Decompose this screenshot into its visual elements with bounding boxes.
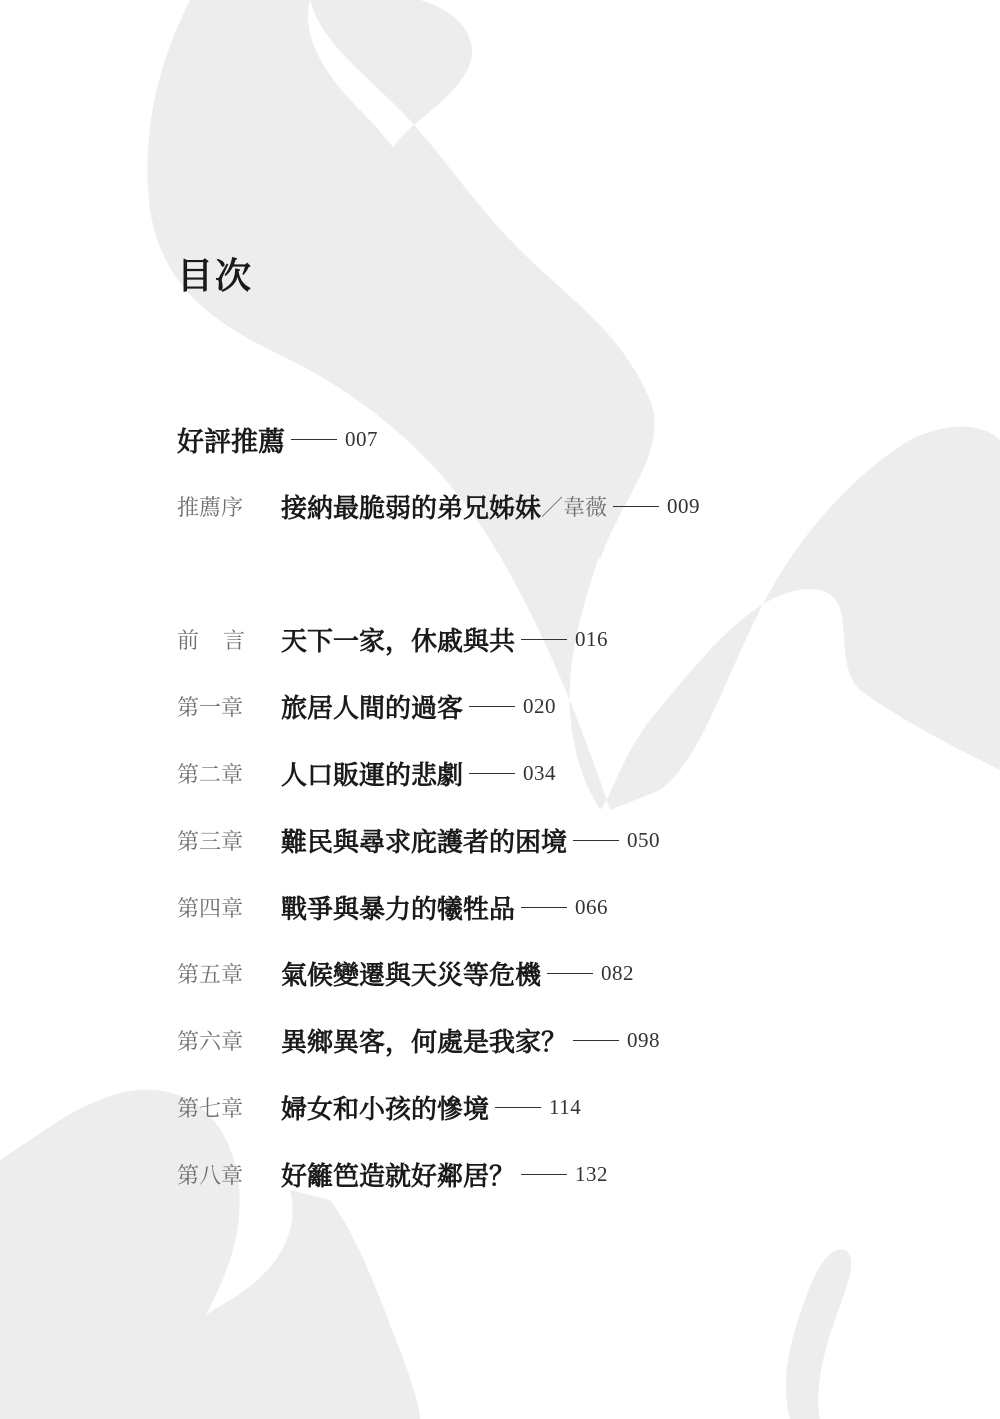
toc-entry-chapter-5[interactable] — [177, 953, 634, 993]
entry-label: 第一章 — [177, 695, 244, 721]
entry-title: 婦女和小孩的慘境 — [281, 1094, 490, 1125]
entry-title: 氣候變遷與天災等危機 — [281, 960, 542, 991]
entry-label: 第五章 — [177, 962, 244, 988]
leader-line — [521, 1174, 567, 1175]
entry-title: 人口販運的悲劇 — [281, 760, 464, 791]
toc-entry-foreword[interactable] — [177, 486, 700, 526]
toc-entry-chapter-8[interactable] — [177, 1154, 608, 1194]
toc-title: 目次 — [177, 256, 254, 297]
leader-line — [291, 439, 337, 440]
leader-line — [573, 1040, 619, 1041]
entry-label: 第二章 — [177, 762, 244, 788]
entry-title: 戰爭與暴力的犧牲品 — [281, 894, 516, 925]
toc-entry-preface[interactable] — [177, 619, 608, 659]
leader-line — [521, 907, 567, 908]
leader-line — [613, 506, 659, 507]
toc-entry-chapter-7[interactable] — [177, 1087, 581, 1127]
page-number: 020 — [523, 693, 557, 718]
entry-title: 好評推薦 — [177, 426, 285, 458]
entry-title: 異鄉異客，何處是我家？ — [281, 1027, 568, 1058]
leader-line — [573, 840, 619, 841]
toc-entry-chapter-3[interactable] — [177, 820, 660, 860]
page-number: 132 — [575, 1161, 609, 1186]
page-number: 114 — [549, 1094, 582, 1119]
entry-label: 第三章 — [177, 829, 244, 855]
leader-line — [521, 639, 567, 640]
entry-label: 推薦序 — [177, 495, 244, 521]
entry-title: 好籬笆造就好鄰居？ — [281, 1161, 516, 1192]
entry-title: 天下一家，休戚與共 — [281, 626, 516, 657]
entry-label: 前言 — [177, 628, 270, 654]
entry-label: 第八章 — [177, 1163, 244, 1189]
entry-label: 第七章 — [177, 1096, 244, 1122]
page-number: 082 — [601, 960, 635, 985]
page-number: 098 — [627, 1027, 661, 1052]
page-number: 066 — [575, 894, 609, 919]
leader-line — [469, 773, 515, 774]
page-number: 009 — [667, 493, 701, 518]
leader-line — [547, 973, 593, 974]
page-number: 034 — [523, 760, 557, 785]
toc-entry-chapter-4[interactable] — [177, 887, 608, 927]
entry-title: 旅居人間的過客 — [281, 693, 464, 724]
toc-entry-chapter-1[interactable] — [177, 686, 556, 726]
page-number: 050 — [627, 827, 661, 852]
leader-line — [469, 706, 515, 707]
leader-line — [495, 1107, 541, 1108]
entry-title: 難民與尋求庇護者的困境 — [281, 827, 568, 858]
toc-entry-chapter-2[interactable] — [177, 753, 556, 793]
page-number: 007 — [345, 426, 378, 451]
page-number: 016 — [575, 626, 609, 651]
toc-entry-chapter-6[interactable] — [177, 1020, 660, 1060]
entry-title: 接納最脆弱的弟兄姊妹 — [281, 493, 542, 524]
toc-entry-endorsements[interactable] — [177, 419, 378, 459]
entry-label: 第四章 — [177, 896, 244, 922]
entry-author: ／韋薇 — [541, 495, 608, 521]
entry-label: 第六章 — [177, 1029, 244, 1055]
